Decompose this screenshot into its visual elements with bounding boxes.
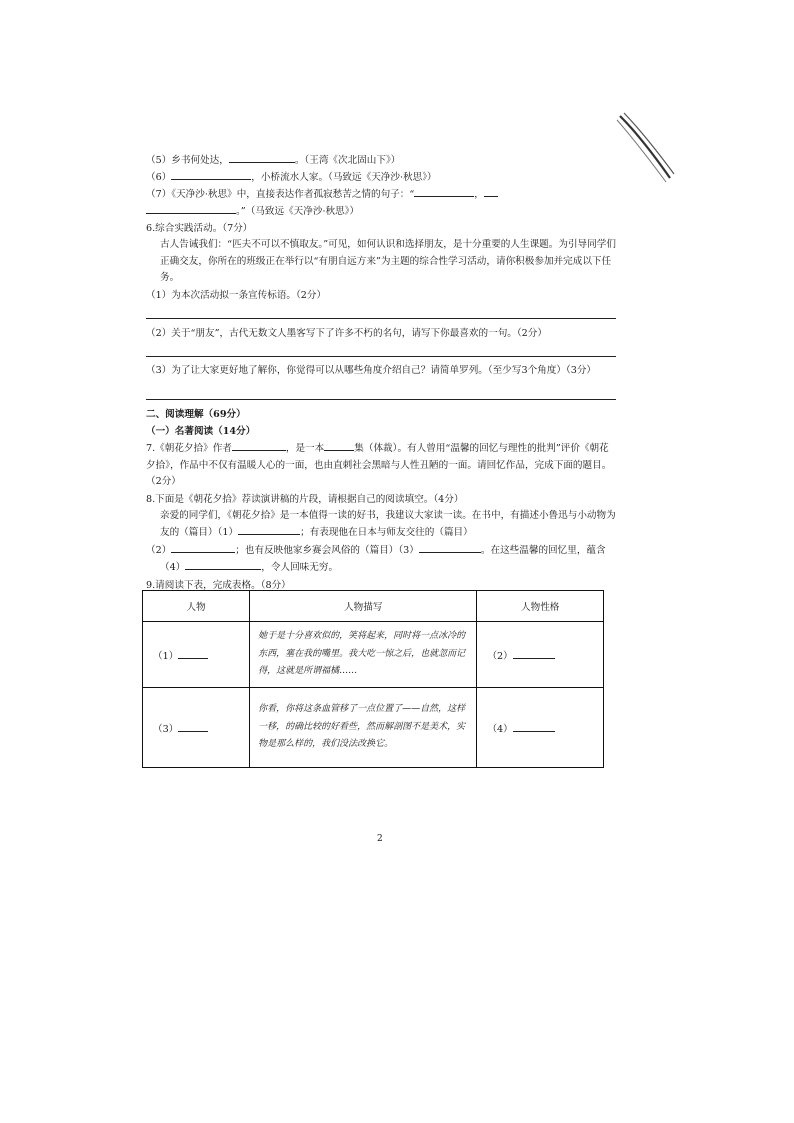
answer-line[interactable]: [146, 389, 616, 400]
character-cell[interactable]: （1）: [143, 622, 250, 688]
personality-cell[interactable]: （4）: [477, 688, 604, 768]
answer-blank[interactable]: [419, 542, 481, 553]
part-2-subtitle: （一）名著阅读（14分）: [146, 426, 256, 437]
answer-line[interactable]: [146, 346, 616, 357]
header-description: 人物描写: [250, 591, 477, 622]
description-cell: 她于是十分喜欢似的，笑将起来，同时将一点冰冷的东西，塞在我的嘴里。我大吃一惊之后，也就忽而记得，这就是所谓福橘……: [250, 622, 477, 688]
task-1: （1）为本次活动拟一条宣传标语。（2分）: [146, 289, 327, 301]
personality-cell[interactable]: （2）: [477, 622, 604, 688]
section-6-intro: 古人告诫我们：“匹夫不可以不慎取友。”可见，如何认识和选择朋友，是十分重要的人生课题。为引导同学们正确交友，你所在的班级正在举行以“有朋自远方来”为主题的综合性学习活动，请你积极参加并完成以下任务。: [160, 239, 616, 283]
task-3: （3）为了让大家更好地了解你，你觉得可以从哪些角度介绍自己？请简单罗列。（至少写3个角度）（3分）: [146, 364, 597, 376]
answer-blank[interactable]: [414, 186, 474, 197]
answer-blank[interactable]: [171, 169, 251, 180]
table-row: [143, 688, 604, 768]
question-8-title: 8.下面是《朝花夕拾》荐读演讲稿的片段，请根据自己的阅读填空。（4分）: [146, 493, 464, 505]
description-cell: 你看，你将这条血管移了一点位置了——自然，这样一移，的确比较的好看些，然而解剖图不是美术，实物是那么样的，我们没法改换它。: [250, 688, 477, 768]
exam-content: [146, 152, 616, 594]
task-2: （2）关于“朋友”，古代无数文人墨客写下了许多不朽的名句，请写下你最喜欢的一句。（2分）: [146, 327, 547, 339]
question-8-passage: 亲爱的同学们，《朝花夕拾》是一本值得一读的好书，我建议大家读一读。在书中，有描述小鲁迅与小动物为友的（篇目）（1） ；有表现他在日本与师友交往的（篇目） （2） ；也有反映他家乡赛会风俗的（篇目）（3） 。在这些温馨的回忆里，蕴含（4） ，令人回味无穷。: [146, 509, 616, 573]
answer-line[interactable]: [146, 308, 616, 319]
question-7-cont: 。”（马致远《天净沙·秋思》）: [146, 203, 616, 220]
answer-blank[interactable]: [229, 152, 295, 163]
table-header-row: [143, 591, 604, 622]
page-number: 2: [377, 834, 383, 844]
part-2-title: 二、阅读理解（69分）: [146, 409, 246, 420]
answer-blank[interactable]: [146, 203, 236, 214]
character-table: [142, 590, 604, 768]
table-row: [143, 622, 604, 688]
question-5: （5）乡书何处达， 。（王湾《次北固山下》）: [146, 152, 616, 169]
header-personality: 人物性格: [477, 591, 604, 622]
section-6-title: 6.综合实践活动。（7分）: [146, 223, 253, 234]
question-7: （7）《天净沙·秋思》中，直接表达作者孤寂愁苦之情的句子：“ ，: [146, 186, 616, 203]
answer-blank[interactable]: [484, 186, 498, 197]
question-9-title: 9.请阅读下表，完成表格。（8分）: [146, 579, 291, 591]
answer-blank[interactable]: [238, 524, 300, 535]
question-7b: 7.《朝花夕拾》作者 ，是一本 集（体裁）。有人曾用“温馨的回忆与理性的批判”评价《朝花夕拾》，作品中不仅有温暖人心的一面，也由直刺社会黑暗与人性丑陋的一面。请回忆作品，完成下面的题目。（2分）: [146, 440, 616, 491]
answer-blank[interactable]: [324, 440, 354, 451]
pen-stroke-mark: [612, 108, 682, 188]
question-6: （6） ，小桥流水人家。（马致远《天净沙·秋思》）: [146, 169, 616, 186]
answer-blank[interactable]: [232, 440, 286, 451]
character-cell[interactable]: （3）: [143, 688, 250, 768]
answer-blank[interactable]: [171, 542, 235, 553]
header-character: 人物: [143, 591, 250, 622]
answer-blank[interactable]: [185, 559, 261, 570]
